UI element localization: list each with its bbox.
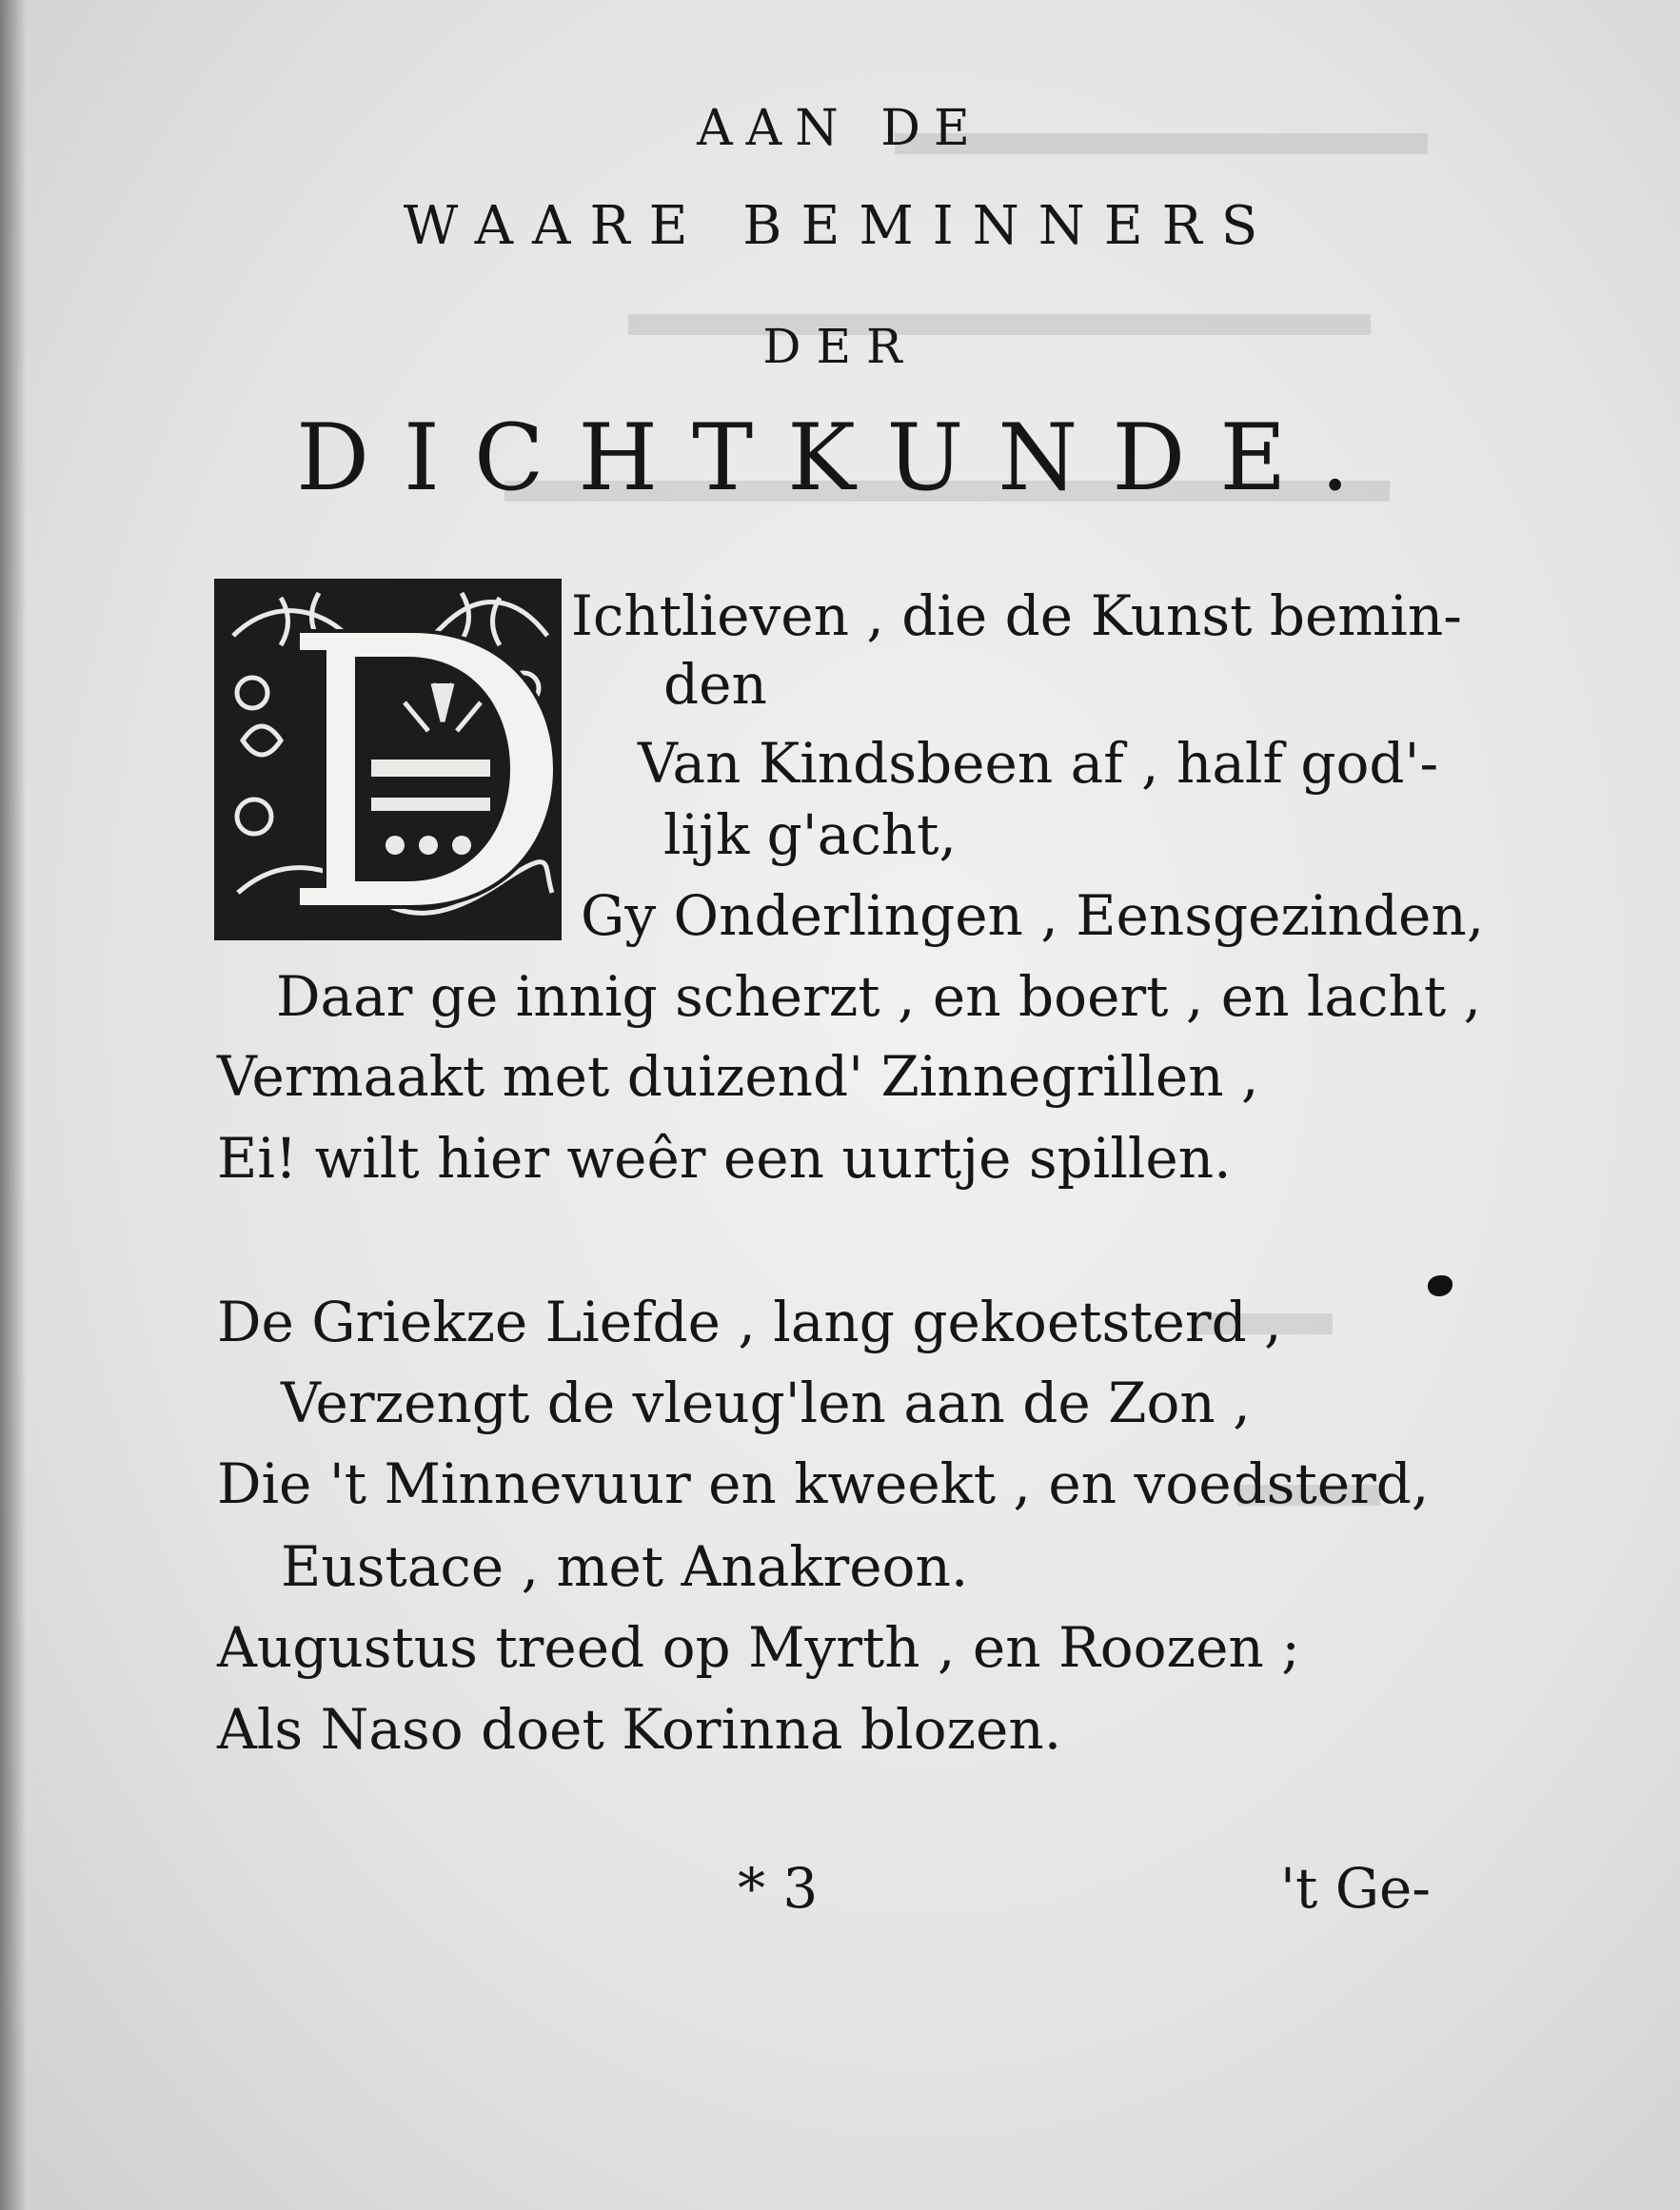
- verse-line: De Griekze Liefde , lang gekoetsterd ,: [217, 1290, 1282, 1354]
- floral-ornament-icon: [214, 579, 562, 940]
- heading-line-1: AAN DE: [697, 100, 983, 157]
- verse-line: Eustace , met Anakreon.: [281, 1534, 969, 1599]
- ink-blot: [1428, 1275, 1453, 1296]
- decorated-initial: [214, 579, 562, 940]
- verse-line: lijk g'acht,: [663, 802, 957, 867]
- verse-line: Als Naso doet Korinna blozen.: [217, 1697, 1062, 1762]
- drop-cap-letter: D: [220, 581, 239, 607]
- heading-title: DICHTKUNDE.: [296, 405, 1384, 511]
- verse-line: Die 't Minnevuur en kweekt , en voedsterd,: [217, 1451, 1430, 1516]
- verse-line: Augustus treed op Myrth , en Roozen ;: [217, 1615, 1300, 1680]
- catchword: 't Ge-: [1280, 1856, 1431, 1921]
- verse-line: Vermaakt met duizend' Zinnegrillen ,: [217, 1044, 1259, 1109]
- heading-line-2: WAARE BEMINNERS: [403, 195, 1277, 257]
- verse-line: Daar ge innig scherzt , en boert , en lacht ,: [276, 964, 1482, 1029]
- signature-mark: * 3: [738, 1856, 819, 1921]
- verse-line: Verzengt de vleug'len aan de Zon ,: [281, 1371, 1251, 1435]
- verse-line: den: [663, 652, 767, 717]
- verse-line: Van Kindsbeen af , half god'-: [638, 731, 1439, 796]
- verse-line: Ichtlieven , die de Kunst bemin-: [571, 583, 1462, 648]
- heading-line-3: DER: [762, 319, 918, 374]
- verse-line: Gy Onderlingen , Eensgezinden,: [581, 883, 1485, 948]
- verse-line: Ei! wilt hier weêr een uurtje spillen.: [217, 1126, 1232, 1191]
